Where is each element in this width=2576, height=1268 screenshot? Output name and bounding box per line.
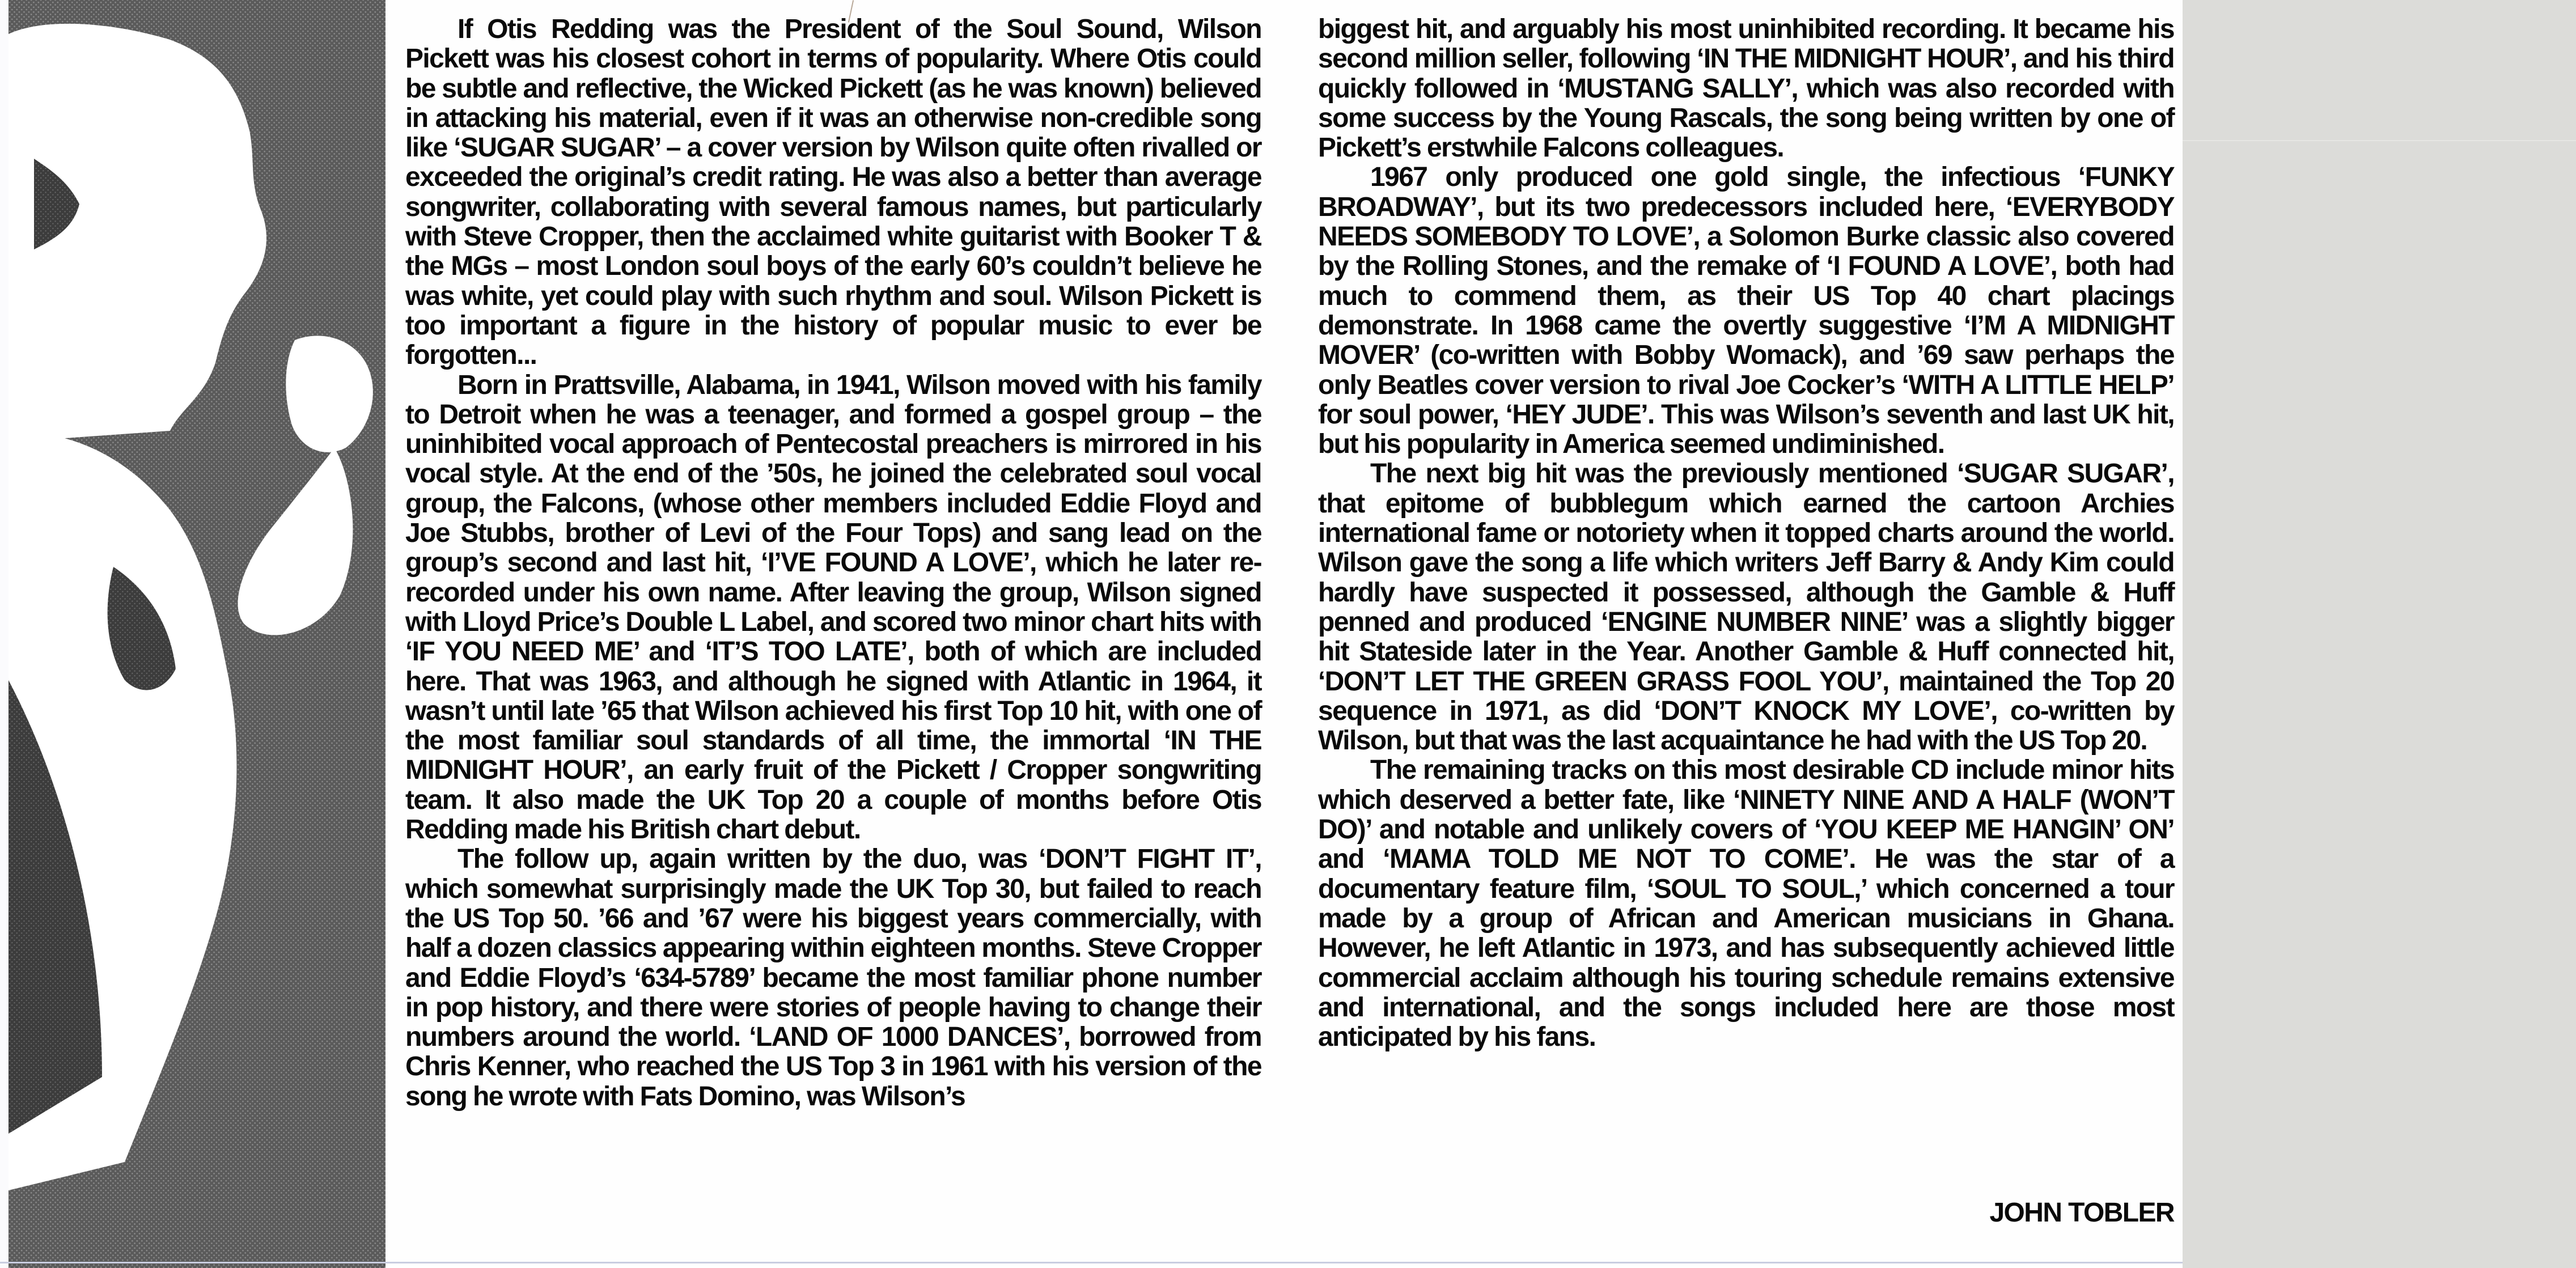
paragraph: 1967 only produced one gold single, the infectious ‘FUNKY BROADWAY’, but its two predecessors included here, ‘EVERYBODY NEEDS SOMEBODY TO LOVE’, a Solomon Burke classic also covered by the Rolling Stones, and the remake of ‘I FOUND A LOVE’, both had much to commend them, as their US Top 40 chart placings demonstrate. In 1968 came the overtly suggestive ‘I’M A MIDNIGHT MOVER’ (co-written with Bobby Womack), and ’69 saw perhaps the only Beatles cover version to rival Joe Cocker’s ‘WITH A LITTLE HELP’ for soul power, ‘HEY JUDE’. This was Wilson’s seventh and last UK hit, but his popularity in America seemed undiminished.	[1318, 162, 2174, 460]
paragraph: The remaining tracks on this most desirable CD include minor hits which deserved a better fate, like ‘NINETY NINE AND A HALF (WON’T DO)’ and notable and unlikely covers of ‘YOU KEEP ME HANGIN’ ON’ and ‘MAMA TOLD ME NOT TO COME’. He was the star of a documentary feature film, ‘SOUL TO SOUL,’ which concerned a tour made by a group of African and American musicians in Ghana. However, he left Atlantic in 1973, and has subsequently achieved little commercial acclaim although his touring schedule remains extensive and international, and the songs included here are those most anticipated by his fans.	[1318, 755, 2174, 1053]
gray-panel	[2183, 0, 2576, 1268]
article-right-column	[1318, 15, 2174, 1052]
panel-fold-line	[2183, 140, 2576, 141]
paragraph: biggest hit, and arguably his most uninhibited recording. It became his second million seller, following ‘IN THE MIDNIGHT HOUR’, and his third quickly followed in ‘MUSTANG SALLY’, which was also recorded with some success by the Young Rascals, the song being written by one of Pickett’s erstwhile Falcons colleagues.	[1318, 14, 2174, 163]
paragraph: The follow up, again written by the duo, was ‘DON’T FIGHT IT’, which somewhat surprisingly made the UK Top 30, but failed to reach the US Top 50. ’66 and ’67 were his biggest years commercially, with half a dozen classics appearing within eighteen months. Steve Cropper and Eddie Floyd’s ‘634-5789’ became the most familiar phone number in pop history, and there were stories of people having to change their numbers around the world. ‘LAND OF 1000 DANCES’, borrowed from Chris Kenner, who reached the US Top 3 in 1961 with his version of the song he wrote with Fats Domino, was Wilson’s	[405, 844, 1261, 1112]
singer-photo	[0, 0, 385, 1268]
paragraph: The next big hit was the previously mentioned ‘SUGAR SUGAR’, that epitome of bubblegum which earned the cartoon Archies international fame or notoriety when it topped charts around the world. Wilson gave the song a life which writers Jeff Barry & Andy Kim could hardly have suspected it possessed, although the Gamble & Huff penned and produced ‘ENGINE NUMBER NINE’ was a slightly bigger hit Stateside later in the Year. Another Gamble & Huff connected hit, ‘DON’T LET THE GREEN GRASS FOOL YOU’, maintained the Top 20 sequence in 1971, as did ‘DON’T KNOCK MY LOVE’, co-written by Wilson, but that was the last acquaintance he had with the US Top 20.	[1318, 459, 2174, 756]
author-signature: JOHN TOBLER	[1989, 1198, 2174, 1228]
page-bottom-edge	[0, 1262, 2183, 1263]
paragraph: If Otis Redding was the President of the Soul Sound, Wilson Pickett was his closest cohort in terms of popularity. Where Otis could be subtle and reflective, the Wicked Pickett (as he was known) believed in attacking his material, even if it was an otherwise non-credible song like ‘SUGAR SUGAR’ – a cover version by Wilson quite often rivalled or exceeded the original’s credit rating. He was also a better than average songwriter, collaborating with several famous names, but particularly with Steve Cropper, then the acclaimed white guitarist with Booker T & the MGs – most London soul boys of the early 60’s couldn’t believe he was white, yet could play with such rhythm and soul. Wilson Pickett is too important a figure in the history of popular music to ever be forgotten...	[405, 14, 1261, 371]
article-left-column	[405, 15, 1261, 1112]
singer-photo-halftone	[0, 0, 385, 1268]
paragraph: Born in Prattsville, Alabama, in 1941, Wilson moved with his family to Detroit when he was a teenager, and formed a gospel group – the uninhibited vocal approach of Pentecostal preachers is mirrored in his vocal style. At the end of the ’50s, he joined the celebrated soul vocal group, the Falcons, (whose other members included Eddie Floyd and Joe Stubbs, brother of Levi of the Four Tops) and sang lead on the group’s second and last hit, ‘I’VE FOUND A LOVE’, which he later re-recorded under his own name. After leaving the group, Wilson signed with Lloyd Price’s Double L Label, and scored two minor chart hits with ‘IF YOU NEED ME’ and ‘IT’S TOO LATE’, both of which are included here. That was 1963, and although he signed with Atlantic in 1964, it wasn’t until late ’65 that Wilson achieved his first Top 10 hit, with one of the most familiar soul standards of all time, the immortal ‘IN THE MIDNIGHT HOUR’, an early fruit of the Pickett / Cropper songwriting team. It also made the UK Top 20 a couple of months before Otis Redding made his British chart debut.	[405, 370, 1261, 845]
